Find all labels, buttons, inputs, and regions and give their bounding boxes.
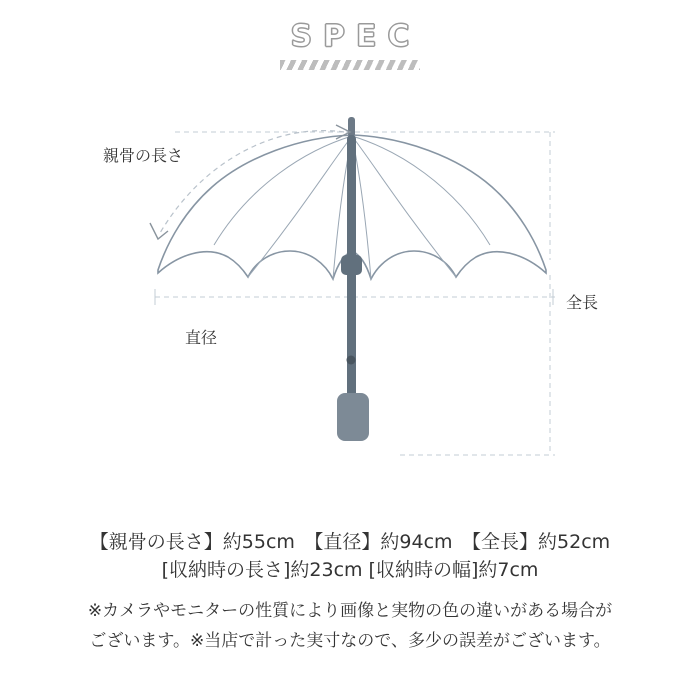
umbrella-tip <box>348 117 355 137</box>
label-diameter: 直径 <box>185 328 218 347</box>
canopy-seam-5 <box>214 136 352 245</box>
spec-line-folded: [収納時の長さ]約23cm [収納時の幅]約7cm <box>161 559 539 581</box>
note-line-1: ※カメラやモニターの性質により画像と実物の色の違いがある場合が <box>87 601 613 621</box>
spec-notes <box>0 596 700 656</box>
title-underline-hatch <box>280 60 420 70</box>
label-rib-length: 親骨の長さ <box>103 146 184 165</box>
label-total-length: 全長 <box>566 293 599 312</box>
rib-arrow-head-bottom <box>150 223 168 239</box>
umbrella-diagram <box>0 105 700 510</box>
umbrella-runner <box>341 255 362 275</box>
shaft-joint <box>347 356 356 365</box>
canopy-seam-4 <box>352 136 456 277</box>
spec-line-primary: 【親骨の長さ】約55cm 【直径】約94cm 【全長】約52cm <box>89 531 611 553</box>
spec-measurements <box>0 528 700 584</box>
note-line-2: ございます。※当店で計った実寸なので、多少の誤差がございます。 <box>89 631 611 651</box>
canopy-seam-6 <box>352 136 490 245</box>
umbrella-handle <box>337 393 369 441</box>
canopy-seam-1 <box>248 136 352 277</box>
page-title: SPEC <box>290 19 421 54</box>
rib-arrow-path <box>160 131 344 233</box>
spec-header <box>0 20 700 70</box>
